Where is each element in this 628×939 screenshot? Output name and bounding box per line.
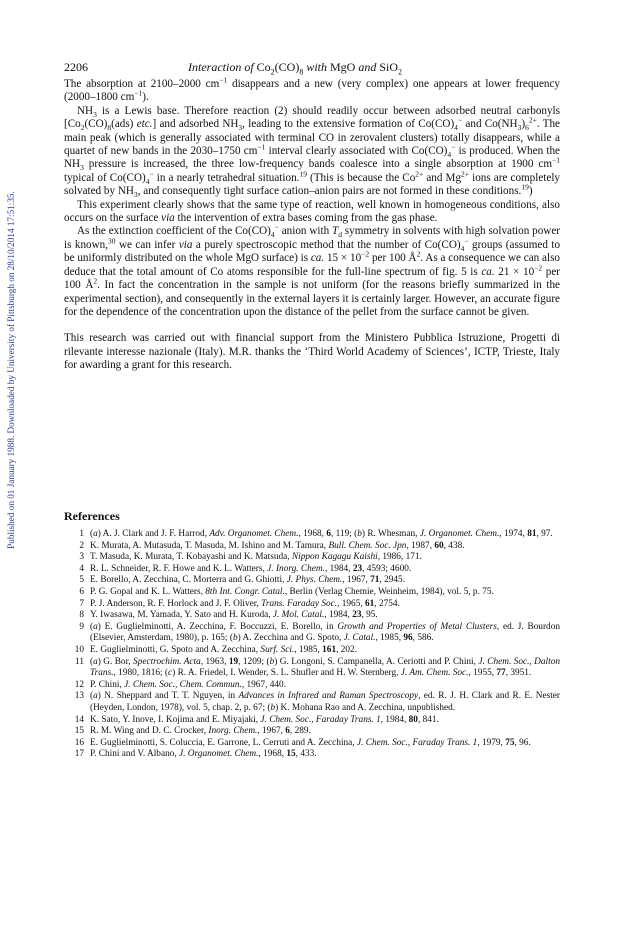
provenance-sidebar [3,160,19,580]
references-list [64,529,560,761]
paragraph: $NH_3$ is a Lewis base. Therefore reaction (2) should readily occur between adsorbed neutral carbonyls [$Co_2(CO)_8(ads)$ etc.] and adsorbed $NH_3$, leading to the extensive formation of $Co(CO)_4^-$ and $Co(NH_3)_6^{2+}$. The main peak (which is generally associated with terminal CO in zerovalent clusters) totally disappears, while a quartet of new bands in the 2030–1750 $cm^{-1}$ interval clearly associated with $Co(CO)_4^-$ is produced. When the $NH_3$ pressure is increased, the three low-frequency bands coalesce into a single absorption at 1900 $cm^{-1}$ typical of $Co(CO)_4^-$ in a nearly tetrahedral situation.$^{19}$ (This is because the $Co^{2+}$ and $Mg^{2+}$ ions are completely solvated by $NH_3$, and consequently tight surface cation–anion pairs are not formed in these conditions.$^{19}$) [64,104,560,200]
paragraph: This experiment clearly shows that the same type of reaction, well known in homogeneous conditions, also occurs on the surface via the intervention of extra bases coming from the gas phase. [64,198,560,225]
paragraph: As the extinction coefficient of the $Co(CO)_4^-$ anion with $T_d$ symmetry in solvents with high solvation power is known,$^{30}$ we can infer via a purely spectroscopic method that the number of $Co(CO)_4^-$ groups (assumed to be uniformly distributed on the whole MgO surface) is ca. $15 \times 10^{-2}$ per 100 $Å^2$. As a consequence we can also deduce that the total amount of Co atoms responsible for the full-line spectrum of fig. 5 is ca. $21 \times 10^{-2}$ per 100 $Å^2$. In fact the concentration in the sample is not uniform (for the reasons briefly summarized in the experimental section), and consequently in the external layers it is certainly larger. However, an accurate figure for the dependence of the concentration upon the distance of the pellet from the surface cannot be given. [64,222,561,318]
references-heading: References [64,509,120,523]
reference-item: 12 P. Chini, J. Chem. Soc., Chem. Commun., 1967, 440. [74,679,287,690]
reference-item: 11 (a) G. Bor, Spectrochim. Acta, 1963, 19, 1209; (b) G. Longoni, S. Campanella, A. Ceriotti and P. Chini, J. Chem. Soc., Dalton Trans., 1980, 1816; (c) R. A. Friedel, I. Wender, S. L. Shufler and H. W. Sternberg, J. Am. Chem. Soc., 1955, 77, 3951. [75,656,560,679]
reference-item: 1 (a) A. J. Clark and J. F. Harrod, Adv. Organomet. Chem., 1968, 6, 119; (b) R. Whesman, J. Organomet. Chem., 1974, 81, 97. [79,529,553,539]
reference-item: 14 K. Sato, Y. Inove, I. Kojima and E. Miyajaki, J. Chem. Soc., Faraday Trans. 1, 1984, 80, 841. [74,714,439,725]
reference-item: 9 (a) E. Guglielminotti, A. Zecchina, F. Boccuzzi, E. Borello, in Growth and Properties of Metal Clusters, ed. J. Bourdon (Elsevier, Amsterdam, 1980), p. 165; (b) A. Zecchina and G. Spoto, J. Catal., 1985, 96, 586. [79,621,560,644]
reference-item: 4 R. L. Schneider, R. F. Howe and K. L. Watters, J. Inorg. Chem., 1984, 23, 4593; 4600. [79,563,412,574]
reference-item: 17 P. Chini and V. Albano, J. Organomet. Chem., 1968, 15, 433. [74,749,317,760]
reference-item: 7 P. J. Anderson, R. F. Horlock and J. F. Oliver, Trans. Faraday Soc., 1965, 61, 2754. [79,598,400,609]
page-number: 2206 [64,60,88,74]
running-title: Interaction of $Co_2(CO)_8$ with MgO and SiO$_2$ [188,60,403,77]
reference-item: 10 E. Guglielminotti, G. Spoto and A. Zecchina, Surf. Sci., 1985, 161, 202. [74,644,358,655]
reference-item: 2 K. Murata, A. Mutasuda, T. Masuda, M. Ishino and M. Tamura, Bull. Chem. Soc. Jpn, 1987, 60, 438. [79,540,465,551]
reference-item: 16 E. Guglielminotti, S. Coluccia, E. Garrone, L. Cerruti and A. Zecchina, J. Chem. Soc., Faraday Trans. 1, 1979, 75, 96. [74,737,531,748]
running-header [64,60,560,76]
acknowledgement: This research was carried out with financial support from the Ministero Pubblica Istruzione, Progetti di rilevante interesse nazionale (Italy). M.R. thanks the ‘Third World Academy of Sciences’, ICTP, Trieste, Italy for awarding a grant for this research. [64,332,560,372]
reference-item: 13 (a) N. Sheppard and T. T. Nguyen, in Advances in Infrared and Raman Spectroscopy, ed. R. J. H. Clark and R. E. Nester (Heyden, London, 1978), vol. 5, chap. 2, p. 67; (b) K. Mohana Rao and A. Zecchina, unpublished. [74,691,560,713]
reference-item: 15 R. M. Wing and D. C. Crocker, Inorg. Chem., 1967, 6, 289. [74,726,311,737]
body-text [64,75,561,373]
reference-item: 8 Y. Iwasawa, M. Yamada, Y. Sato and H. Kuroda, J. Mol. Catal., 1984, 23, 95. [79,610,378,621]
paragraph: The absorption at 2100–2000 $cm^{-1}$ disappears and a new (very complex) one appears at lower frequency (2000–1800 $cm^{-1}$). [64,75,561,104]
provenance-text: Published on 01 January 1988. Downloaded by University of Pittsburgh on 28/10/2014 17:51:35. [6,191,16,549]
reference-item: 5 E. Borello, A. Zecchina, C. Morterra and G. Ghiotti, J. Phys. Chem., 1967, 71, 2945. [79,575,406,586]
reference-item: 6 P. G. Gopal and K. L. Watters, 8th Int. Congr. Catal., Berlin (Verlag Chemie, Weinheim, 1984), vol. 5, p. 75. [79,586,494,597]
reference-item: 3 T. Masuda, K. Murata, T. Kobayashi and K. Matsuda, Nippon Kagagu Kaishi, 1986, 171. [79,552,422,563]
